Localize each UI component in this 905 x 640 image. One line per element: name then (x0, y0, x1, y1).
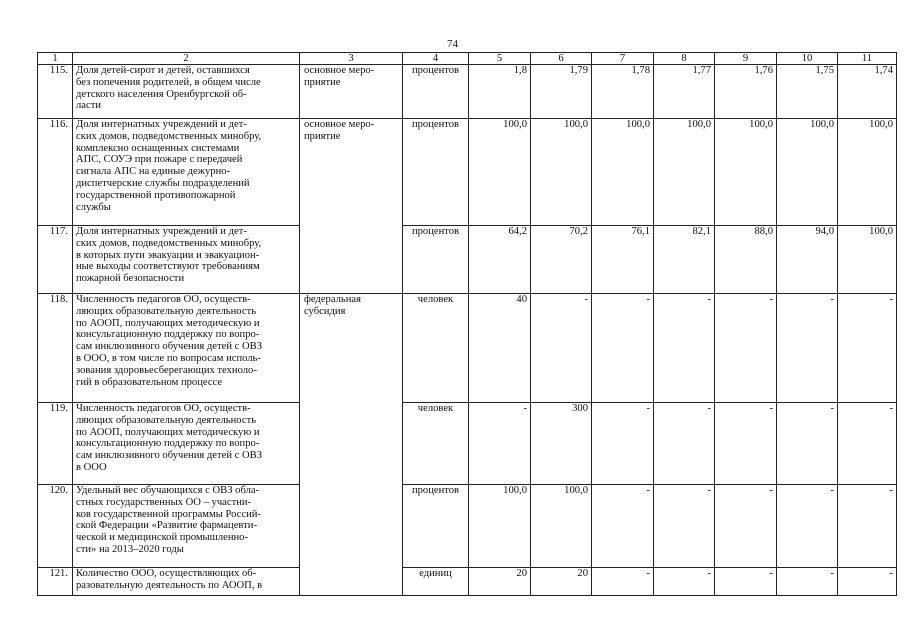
value-cell: - (715, 485, 777, 568)
action-type (300, 65, 403, 119)
text-line: в которых пути эвакуации и эвакуацион- (76, 249, 260, 261)
unit-cell: процентов (403, 65, 469, 119)
text-line: зования здоровьесберегающих техноло- (76, 364, 257, 376)
value-cell: - (838, 294, 897, 403)
unit-cell: процентов (403, 119, 469, 226)
indicator-name (73, 485, 300, 568)
value-cell: 100,0 (592, 119, 654, 226)
text-line: ской Федерации «Развитие фармацевти- (76, 520, 257, 532)
value-cell: 100,0 (469, 485, 531, 568)
text-line: приятие (304, 76, 341, 88)
text-line: ные выходы соответствуют требованиям (76, 261, 260, 273)
row-number: 115. (38, 65, 73, 119)
indicators-table (37, 52, 897, 596)
value-cell: - (715, 568, 777, 596)
value-cell: - (654, 403, 715, 485)
value-cell: - (715, 294, 777, 403)
value-cell: - (777, 294, 838, 403)
value-cell: 1,77 (654, 65, 715, 119)
action-type (300, 294, 403, 596)
text-line: основное меро- (304, 65, 375, 76)
text-line: консультационную поддержку по вопро- (76, 329, 260, 341)
column-header: 5 (469, 53, 531, 65)
value-cell: - (838, 485, 897, 568)
indicator-name (73, 65, 300, 119)
text-line: Численность педагогов ОО, осуществ- (76, 294, 251, 305)
row-number: 116. (38, 119, 73, 226)
text-line: службы (76, 201, 111, 213)
value-cell: - (592, 485, 654, 568)
value-cell: 100,0 (715, 119, 777, 226)
table-row (38, 119, 897, 226)
value-cell: 100,0 (838, 119, 897, 226)
column-number-row (38, 53, 897, 65)
value-cell: 20 (531, 568, 592, 596)
text-line: диспетчерские службы подразделений (76, 177, 250, 189)
row-number: 117. (38, 226, 73, 294)
text-line: пожарной безопасности (76, 273, 185, 285)
value-cell: 100,0 (654, 119, 715, 226)
text-line: комплексно оснащенных системами (76, 142, 240, 154)
value-cell: - (654, 568, 715, 596)
value-cell: - (715, 403, 777, 485)
unit-cell: процентов (403, 226, 469, 294)
row-number: 121. (38, 568, 73, 596)
unit-cell: человек (403, 403, 469, 485)
text-line: субсидия (304, 305, 346, 317)
value-cell: - (838, 568, 897, 596)
column-header: 9 (715, 53, 777, 65)
text-line: сигнала АПС на единые дежурно- (76, 166, 231, 178)
value-cell: 70,2 (531, 226, 592, 294)
text-line: сам инклюзивного обучения детей с ОВЗ (76, 341, 263, 353)
column-header: 7 (592, 53, 654, 65)
table-row (38, 226, 897, 294)
value-cell: - (777, 485, 838, 568)
column-header: 3 (300, 53, 403, 65)
value-cell: 94,0 (777, 226, 838, 294)
text-line: Численность педагогов ОО, осуществ- (76, 403, 251, 414)
text-line: государственной противопожарной (76, 189, 236, 201)
text-line: АПС, СОУЭ при пожаре с передачей (76, 154, 243, 166)
value-cell: - (592, 294, 654, 403)
value-cell: 20 (469, 568, 531, 596)
value-cell: 1,74 (838, 65, 897, 119)
indicator-name (73, 403, 300, 485)
value-cell: 100,0 (838, 226, 897, 294)
value-cell: - (654, 485, 715, 568)
text-line: детского населения Оренбургской об- (76, 88, 247, 100)
text-line: гий в образовательном процессе (76, 376, 223, 388)
text-line: ков государственной программы Россий- (76, 508, 261, 520)
table-row (38, 568, 897, 596)
text-line: по АООП, получающих методическую и (76, 426, 260, 438)
value-cell: - (838, 403, 897, 485)
value-cell: 300 (531, 403, 592, 485)
row-number: 120. (38, 485, 73, 568)
column-header: 10 (777, 53, 838, 65)
text-line: разовательную деятельность по АООП, в (76, 579, 263, 591)
value-cell: 100,0 (777, 119, 838, 226)
value-cell: - (592, 568, 654, 596)
table-row (38, 294, 897, 403)
value-cell: 1,79 (531, 65, 592, 119)
text-line: ских домов, подведомственных минобру, (76, 237, 262, 249)
text-line: Количество ООО, осуществляющих об- (76, 568, 257, 579)
value-cell: 1,78 (592, 65, 654, 119)
text-line: Удельный вес обучающихся с ОВЗ обла- (76, 485, 260, 496)
text-line: основное меро- (304, 119, 375, 130)
value-cell: 1,76 (715, 65, 777, 119)
text-line: Доля интернатных учреждений и дет- (76, 119, 247, 130)
value-cell: - (777, 568, 838, 596)
text-line: сам инклюзивного обучения детей с ОВЗ (76, 450, 263, 462)
text-line: консультационную поддержку по вопро- (76, 438, 260, 450)
text-line: приятие (304, 130, 341, 142)
value-cell: 100,0 (531, 485, 592, 568)
value-cell: 82,1 (654, 226, 715, 294)
text-line: в ООО (76, 461, 107, 473)
text-line: федеральная (304, 294, 361, 305)
value-cell: 1,75 (777, 65, 838, 119)
text-line: в ООО, в том числе по вопросам исполь- (76, 352, 261, 364)
text-line: без попечения родителей, в общем числе (76, 76, 261, 88)
indicator-name (73, 226, 300, 294)
value-cell: - (469, 403, 531, 485)
unit-cell: человек (403, 294, 469, 403)
table-row (38, 403, 897, 485)
value-cell: 100,0 (531, 119, 592, 226)
indicator-name (73, 568, 300, 596)
value-cell: - (777, 403, 838, 485)
text-line: Доля интернатных учреждений и дет- (76, 226, 247, 237)
column-header: 11 (838, 53, 897, 65)
table-row (38, 485, 897, 568)
row-number: 119. (38, 403, 73, 485)
text-line: Доля детей-сирот и детей, оставшихся (76, 65, 250, 76)
value-cell: 64,2 (469, 226, 531, 294)
text-line: ческой и медицинской промышленно- (76, 532, 248, 544)
column-header: 8 (654, 53, 715, 65)
column-header: 4 (403, 53, 469, 65)
text-line: сти» на 2013–2020 годы (76, 543, 184, 555)
value-cell: 76,1 (592, 226, 654, 294)
text-line: ляющих образовательную деятельность (76, 305, 257, 317)
value-cell: 40 (469, 294, 531, 403)
value-cell: 1,8 (469, 65, 531, 119)
value-cell: - (531, 294, 592, 403)
page-number: 74 (447, 38, 458, 50)
text-line: по АООП, получающих методическую и (76, 317, 260, 329)
text-line: стных государственных ОО – участни- (76, 496, 252, 508)
column-header: 2 (73, 53, 300, 65)
column-header: 1 (38, 53, 73, 65)
value-cell: 100,0 (469, 119, 531, 226)
column-header: 6 (531, 53, 592, 65)
indicator-name (73, 119, 300, 226)
action-type (300, 119, 403, 294)
value-cell: - (654, 294, 715, 403)
row-number: 118. (38, 294, 73, 403)
unit-cell: единиц (403, 568, 469, 596)
text-line: ских домов, подведомственных минобру, (76, 130, 262, 142)
table-row (38, 65, 897, 119)
text-line: ляющих образовательную деятельность (76, 414, 257, 426)
value-cell: - (592, 403, 654, 485)
unit-cell: процентов (403, 485, 469, 568)
value-cell: 88,0 (715, 226, 777, 294)
indicator-name (73, 294, 300, 403)
text-line: ласти (76, 100, 101, 112)
